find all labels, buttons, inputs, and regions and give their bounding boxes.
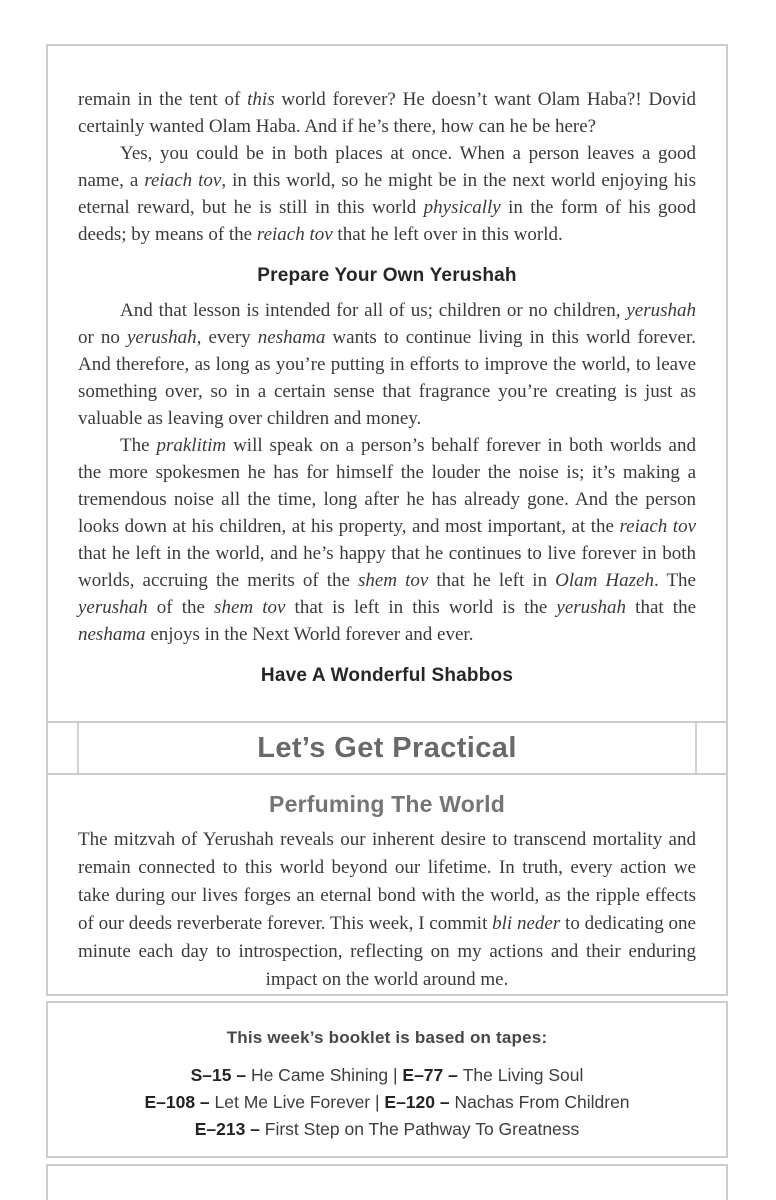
tapes-title: This week’s booklet is based on tapes:	[226, 1028, 548, 1047]
bottom-cutoff-box	[46, 1164, 728, 1200]
article-paragraph: remain in the tent of this world forever? He doesn’t want Olam Haba?! Dovid certainly wanted Olam Haba. And if he’s there, how can he be here?	[78, 89, 696, 137]
tapes-box	[46, 1001, 728, 1158]
section-heading-have-a-wonderful-shabbos: Have A Wonderful Shabbos	[260, 665, 514, 686]
practical-paragraph: The mitzvah of Yerushah reveals our inherent desire to transcend mortality and remain connected to this world beyond our lifetime. In truth, every action we take during our lives forges an eternal bond with the world, as the ripple effects of our deeds reverberate forever. This week, I commit bli neder to dedicating one minute each day to introspection, reflecting on my actions and their enduring impact on the world around me.	[78, 829, 696, 990]
tape-line: S–15 – He Came Shining | E–77 – The Living Soul	[190, 1065, 584, 1085]
tape-line: E–108 – Let Me Live Forever | E–120 – Nachas From Children	[144, 1092, 630, 1112]
practical-heading-perfuming-the-world: Perfuming The World	[269, 791, 505, 817]
tape-line: E–213 – First Step on The Pathway To Greatness	[194, 1119, 580, 1139]
section-heading-prepare-your-own-yerushah: Prepare Your Own Yerushah	[257, 265, 517, 286]
article-paragraph: The praklitim will speak on a person’s behalf forever in both worlds and the more spokesmen he has for himself the louder the noise is; it’s making a tremendous noise all the time, long after he has already gone. And the person looks down at his children, at his property, and most important, at the reiach tov that he left in the world, and he’s happy that he continues to live forever in both worlds, accruing the merits of the shem tov that he left in Olam Hazeh. The yerushah of the shem tov that is left in this world is the yerushah that the neshama enjoys in the Next World forever and ever.	[78, 435, 696, 645]
main-article-box	[46, 44, 728, 721]
banner-inner-frame	[77, 723, 697, 773]
banner-title: Let’s Get Practical	[257, 731, 517, 764]
practical-box	[46, 775, 728, 996]
lets-get-practical-banner	[46, 721, 728, 775]
article-paragraph: Yes, you could be in both places at once. When a person leaves a good name, a reiach tov, in this world, so he might be in the next world enjoying his eternal reward, but he is still in this world physically in the form of his good deeds; by means of the reiach tov that he left over in this world.	[78, 143, 697, 245]
article-paragraph: And that lesson is intended for all of us; children or no children, yerushah or no yerushah, every neshama wants to continue living in this world forever. And therefore, as long as you’re putting in efforts to improve the world, to leave something over, so in a certain sense that fragrance you’re creating is just as valuable as leaving over children and money.	[78, 300, 696, 429]
